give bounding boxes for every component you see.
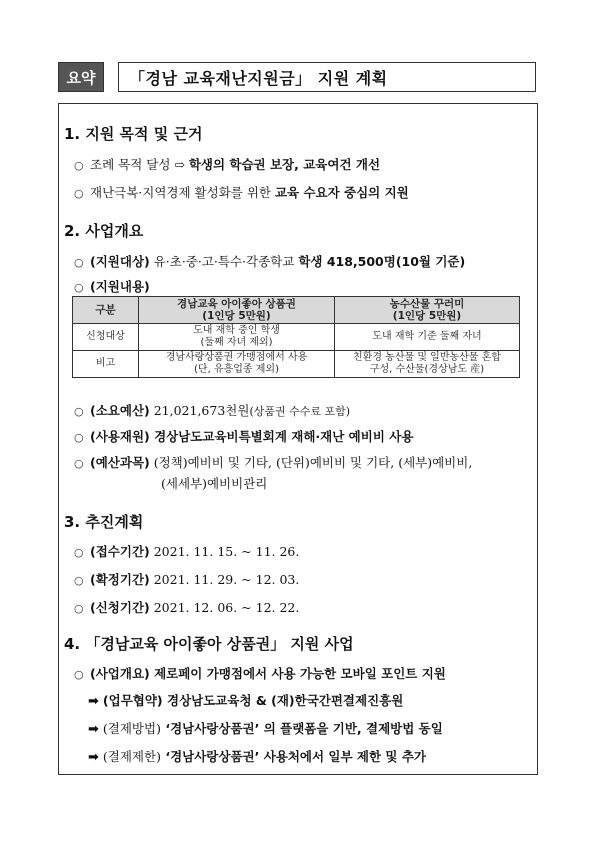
- cell-line: 도내 재학 중인 학생: [193, 325, 280, 336]
- table-header-cell: [139, 297, 335, 324]
- s2-budget-note: (상품권 수수료 포함): [249, 405, 351, 418]
- s3-item-label: (신청기간): [90, 600, 150, 615]
- s2-resource: [74, 427, 413, 445]
- table-row: [73, 351, 520, 378]
- header-line-1: 농수산물 꾸러미: [389, 298, 465, 310]
- table-cell: [139, 351, 335, 378]
- right-arrow-icon: ➡: [88, 750, 99, 765]
- table-header-cell: [335, 297, 520, 324]
- s2-target: [74, 252, 465, 270]
- s2-content-label: (지원내용): [90, 279, 150, 294]
- s4-overview: [74, 664, 446, 682]
- s2-account-line-2: (세세부)예비비관리: [161, 476, 268, 491]
- bullet-circle: ○: [74, 256, 84, 269]
- bullet-circle: ○: [74, 668, 84, 681]
- section-4-title: 4. 「경남교육 아이좋아 상품권」 지원 사업: [64, 635, 354, 653]
- table-cell: [335, 351, 520, 378]
- table-header-cell: 구분: [73, 297, 139, 324]
- table-cell: [335, 324, 520, 351]
- cell-line: 구성, 수산물(경상남도 産): [369, 364, 485, 375]
- s3-item-label: (접수기간): [90, 544, 150, 559]
- s1-item-1-bold: 학생의 학습권 보장, 교육여건 개선: [188, 157, 381, 172]
- s2-budget: [74, 401, 350, 419]
- support-table: [72, 296, 520, 378]
- s2-account-label: (예산과목): [90, 455, 150, 470]
- s1-item-1-text: 조례 목적 달성 ⇨: [90, 157, 189, 172]
- section-1-title: 1. 지원 목적 및 근거: [64, 125, 203, 143]
- s2-budget-label: (소요예산): [90, 403, 150, 418]
- header-line-2: (1인당 5만원): [392, 310, 462, 322]
- bullet-circle: ○: [74, 546, 84, 559]
- table-cell: [139, 324, 335, 351]
- s3-item-2: [74, 570, 299, 588]
- bullet-circle: ○: [74, 457, 84, 470]
- s2-target-bold: 학생 418,500명(10월 기준): [298, 254, 466, 269]
- s2-account-value: (정책)예비비 및 기타, (단위)예비비 및 기타, (세부)예비비,: [149, 455, 473, 470]
- s2-budget-value: 21,021,673천원: [149, 403, 250, 418]
- table-header-row: [73, 297, 520, 324]
- bullet-circle: ○: [74, 405, 84, 418]
- header-line-1: 경남교육 아이좋아 상품권: [177, 298, 296, 310]
- cell-line: 친환경 농산물 및 일반농산물 혼합: [353, 352, 501, 363]
- bullet-circle: ○: [74, 602, 84, 615]
- right-arrow-icon: ➡: [88, 694, 99, 709]
- s3-item-1: [74, 542, 299, 560]
- table-row: [73, 324, 520, 351]
- right-arrow-icon: ➡: [88, 722, 99, 737]
- cell-line: 경남사랑상품권 가맹점에서 사용: [165, 352, 308, 363]
- cell-line: (둘째 자녀 제외): [200, 337, 273, 348]
- s4-sub-label: (업무협약): [102, 693, 163, 708]
- s2-content: [74, 277, 150, 295]
- header-line-2: (1인당 5만원): [202, 310, 271, 322]
- bullet-circle: ○: [74, 431, 84, 444]
- s4-sub-label: (결제방법): [102, 721, 161, 736]
- s4-overview-value: 제로페이 가맹점에서 사용 가능한 모바일 포인트 지원: [149, 666, 446, 681]
- s1-item-1: [74, 155, 380, 173]
- section-3-title: 3. 추진계획: [64, 513, 144, 531]
- s1-item-2-text: 재난극복·지역경제 활성화를 위한: [90, 185, 275, 200]
- s4-sub-2: [88, 719, 443, 737]
- s4-sub-value: 경상남도교육청 & (재)한국간편결제진흥원: [162, 693, 404, 708]
- s2-account: [74, 453, 472, 471]
- s2-resource-label: (사용재원): [90, 429, 150, 444]
- s3-item-label: (확정기간): [90, 572, 150, 587]
- s1-item-2-bold: 교육 수요자 중심의 지원: [274, 185, 409, 200]
- section-2-title: 2. 사업개요: [64, 222, 144, 240]
- s4-sub-value: ‘경남사랑상품권’ 사용처에서 일부 제한 및 추가: [160, 749, 427, 764]
- summary-tag: 요약: [58, 62, 104, 92]
- bullet-circle: ○: [74, 281, 84, 294]
- s3-item-3: [74, 598, 299, 616]
- s3-item-value: 2021. 11. 29. ~ 12. 03.: [149, 572, 300, 587]
- table-cell: 신청대상: [73, 324, 139, 351]
- s2-target-text: 유·초·중·고·특수·각종학교: [149, 254, 299, 269]
- s2-target-label: (지원대상): [90, 254, 150, 269]
- s1-item-2: [74, 183, 409, 201]
- s2-resource-value: 경상남도교육비특별회계 재해·재난 예비비 사용: [149, 429, 414, 444]
- s4-sub-value: ‘경남사랑상품권’ 의 플랫폼을 기반, 결제방법 동일: [160, 721, 443, 736]
- summary-header: [58, 62, 536, 92]
- cell-line: (단, 유흥업종 제외): [194, 364, 279, 375]
- cell-line: 도내 재학 기준 둘째 자녀: [372, 331, 482, 342]
- s3-item-value: 2021. 12. 06. ~ 12. 22.: [149, 600, 300, 615]
- s4-sub-3: [88, 747, 426, 765]
- s4-sub-1: [88, 691, 403, 709]
- table-cell: 비고: [73, 351, 139, 378]
- s3-item-value: 2021. 11. 15. ~ 11. 26.: [149, 544, 300, 559]
- bullet-circle: ○: [74, 187, 84, 200]
- bullet-circle: ○: [74, 159, 84, 172]
- s4-sub-label: (결제제한): [102, 749, 161, 764]
- s4-overview-label: (사업개요): [90, 666, 150, 681]
- document-title: 「경남 교육재난지원금」 지원 계획: [118, 62, 536, 92]
- bullet-circle: ○: [74, 574, 84, 587]
